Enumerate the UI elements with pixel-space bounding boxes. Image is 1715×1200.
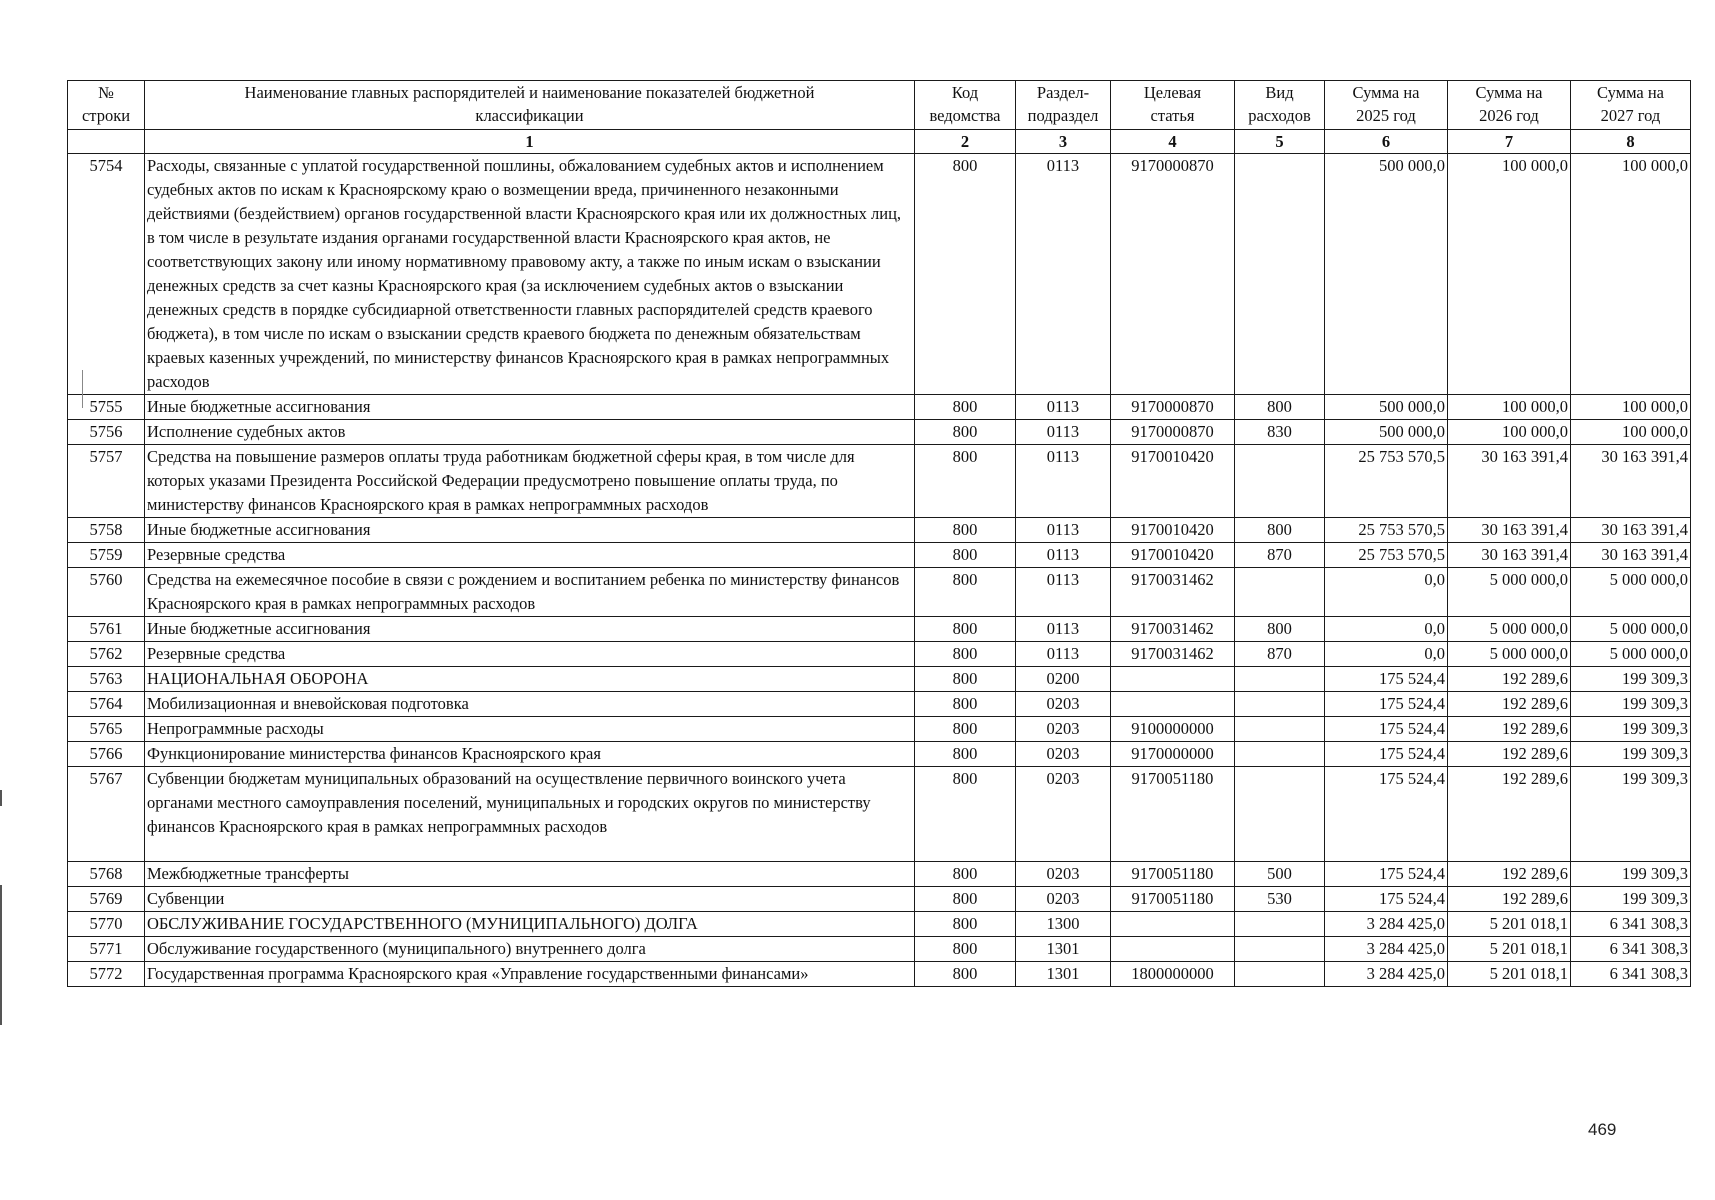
- scan-mark: [0, 885, 2, 1025]
- column-number: 2: [915, 130, 1016, 154]
- amount-2025: 175 524,4: [1325, 742, 1448, 767]
- column-header-line: подраздел: [1027, 106, 1099, 125]
- row-number: 5766: [68, 742, 145, 767]
- amount-2026: 192 289,6: [1448, 692, 1571, 717]
- target-article: [1111, 912, 1235, 937]
- row-number: 5769: [68, 887, 145, 912]
- column-header-line: 2026 год: [1479, 106, 1539, 125]
- row-number: 5756: [68, 420, 145, 445]
- department-code: 800: [915, 742, 1016, 767]
- expense-type: 800: [1235, 518, 1325, 543]
- section-code: 0113: [1016, 445, 1111, 518]
- department-code: 800: [915, 395, 1016, 420]
- amount-2025: 0,0: [1325, 617, 1448, 642]
- target-article: 9170031462: [1111, 642, 1235, 667]
- row-number: 5764: [68, 692, 145, 717]
- row-number: 5772: [68, 962, 145, 987]
- expense-type: 500: [1235, 862, 1325, 887]
- target-article: 9170051180: [1111, 887, 1235, 912]
- table-row: [68, 617, 1691, 642]
- column-number: 3: [1016, 130, 1111, 154]
- row-name: Средства на повышение размеров оплаты труда работникам бюджетной сферы края, в том числе для которых указами Президента Российской Федерации предусмотрено повышение оплаты труда, по министерству финансов Красноярского края в рамках непрограммных расходов: [145, 445, 915, 518]
- row-number: 5770: [68, 912, 145, 937]
- row-name: Иные бюджетные ассигнования: [145, 617, 915, 642]
- column-header-line: Код: [951, 83, 979, 102]
- section-code: 0113: [1016, 543, 1111, 568]
- column-header-line: Наименование главных распорядителей и наименование показателей бюджетной: [244, 83, 815, 102]
- expense-type: [1235, 154, 1325, 395]
- row-name: Средства на ежемесячное пособие в связи с рождением и воспитанием ребенка по министерству финансов Красноярского края в рамках непрограммных расходов: [145, 568, 915, 617]
- section-code: 1301: [1016, 937, 1111, 962]
- row-number: 5765: [68, 717, 145, 742]
- column-header-line: №: [98, 83, 114, 102]
- target-article: 9170000000: [1111, 742, 1235, 767]
- column-number: 8: [1571, 130, 1691, 154]
- row-name: Резервные средства: [145, 543, 915, 568]
- amount-2027: 30 163 391,4: [1571, 445, 1691, 518]
- column-header: [1325, 81, 1448, 130]
- amount-2027: 100 000,0: [1571, 154, 1691, 395]
- section-code: 0113: [1016, 518, 1111, 543]
- amount-2025: 25 753 570,5: [1325, 543, 1448, 568]
- table-row: [68, 862, 1691, 887]
- row-number: 5760: [68, 568, 145, 617]
- column-header-line: Сумма на: [1352, 83, 1420, 102]
- column-header-line: статья: [1150, 106, 1195, 125]
- expense-type: [1235, 445, 1325, 518]
- section-code: 1301: [1016, 962, 1111, 987]
- row-number: 5754: [68, 154, 145, 395]
- target-article: 9170010420: [1111, 543, 1235, 568]
- section-code: 0113: [1016, 154, 1111, 395]
- expense-type: 800: [1235, 395, 1325, 420]
- row-name: Непрограммные расходы: [145, 717, 915, 742]
- row-name: Субвенции бюджетам муниципальных образований на осуществление первичного воинского учета органами местного самоуправления поселений, муниципальных и городских округов по министерству финансов Красноярского края в рамках непрограммных расходов: [145, 767, 915, 862]
- expense-type: 870: [1235, 543, 1325, 568]
- department-code: 800: [915, 962, 1016, 987]
- row-name: Мобилизационная и вневойсковая подготовка: [145, 692, 915, 717]
- target-article: 9170051180: [1111, 767, 1235, 862]
- column-number: 6: [1325, 130, 1448, 154]
- expense-type: 870: [1235, 642, 1325, 667]
- column-header-line: Целевая: [1143, 83, 1202, 102]
- section-code: 0200: [1016, 667, 1111, 692]
- expense-type: 530: [1235, 887, 1325, 912]
- amount-2025: 175 524,4: [1325, 767, 1448, 862]
- row-number: 5763: [68, 667, 145, 692]
- table-row: [68, 518, 1691, 543]
- budget-table: [67, 80, 1691, 987]
- column-header-line: 2025 год: [1356, 106, 1416, 125]
- target-article: 9170000870: [1111, 420, 1235, 445]
- row-name: ОБСЛУЖИВАНИЕ ГОСУДАРСТВЕННОГО (МУНИЦИПАЛЬНОГО) ДОЛГА: [145, 912, 915, 937]
- section-code: 0203: [1016, 767, 1111, 862]
- row-name: НАЦИОНАЛЬНАЯ ОБОРОНА: [145, 667, 915, 692]
- expense-type: 830: [1235, 420, 1325, 445]
- table-row: [68, 887, 1691, 912]
- amount-2025: 175 524,4: [1325, 887, 1448, 912]
- target-article: 9170051180: [1111, 862, 1235, 887]
- row-name: Резервные средства: [145, 642, 915, 667]
- table-row: [68, 962, 1691, 987]
- amount-2027: 199 309,3: [1571, 667, 1691, 692]
- table-row: [68, 717, 1691, 742]
- section-code: 1300: [1016, 912, 1111, 937]
- target-article: [1111, 937, 1235, 962]
- amount-2027: 30 163 391,4: [1571, 543, 1691, 568]
- row-number: 5758: [68, 518, 145, 543]
- amount-2027: 199 309,3: [1571, 692, 1691, 717]
- amount-2027: 5 000 000,0: [1571, 568, 1691, 617]
- amount-2026: 5 201 018,1: [1448, 962, 1571, 987]
- amount-2026: 5 000 000,0: [1448, 617, 1571, 642]
- table-row: [68, 642, 1691, 667]
- table-row: [68, 568, 1691, 617]
- row-number: 5757: [68, 445, 145, 518]
- scan-mark: [82, 370, 83, 408]
- amount-2025: 175 524,4: [1325, 667, 1448, 692]
- amount-2025: 0,0: [1325, 568, 1448, 617]
- section-code: 0203: [1016, 692, 1111, 717]
- expense-type: [1235, 692, 1325, 717]
- column-header-line: Раздел-: [1036, 83, 1090, 102]
- table-row: [68, 667, 1691, 692]
- amount-2025: 500 000,0: [1325, 395, 1448, 420]
- expense-type: [1235, 568, 1325, 617]
- target-article: 9170010420: [1111, 518, 1235, 543]
- amount-2026: 5 000 000,0: [1448, 568, 1571, 617]
- table-row: [68, 742, 1691, 767]
- column-number-row: [68, 130, 1691, 154]
- target-article: [1111, 667, 1235, 692]
- expense-type: [1235, 937, 1325, 962]
- target-article: 9100000000: [1111, 717, 1235, 742]
- table-row: [68, 395, 1691, 420]
- amount-2027: 199 309,3: [1571, 887, 1691, 912]
- column-number: 7: [1448, 130, 1571, 154]
- amount-2026: 192 289,6: [1448, 717, 1571, 742]
- column-header: [145, 81, 915, 130]
- row-number: 5771: [68, 937, 145, 962]
- amount-2027: 5 000 000,0: [1571, 617, 1691, 642]
- section-code: 0113: [1016, 420, 1111, 445]
- target-article: 1800000000: [1111, 962, 1235, 987]
- amount-2026: 100 000,0: [1448, 154, 1571, 395]
- department-code: 800: [915, 154, 1016, 395]
- amount-2027: 5 000 000,0: [1571, 642, 1691, 667]
- section-code: 0203: [1016, 862, 1111, 887]
- column-number: 1: [145, 130, 915, 154]
- amount-2027: 6 341 308,3: [1571, 937, 1691, 962]
- amount-2026: 100 000,0: [1448, 420, 1571, 445]
- amount-2025: 0,0: [1325, 642, 1448, 667]
- column-number: 4: [1111, 130, 1235, 154]
- row-number: 5768: [68, 862, 145, 887]
- row-number: 5755: [68, 395, 145, 420]
- column-header-line: расходов: [1248, 106, 1311, 125]
- column-header: [68, 81, 145, 130]
- target-article: 9170010420: [1111, 445, 1235, 518]
- table-row: [68, 767, 1691, 862]
- row-name: Иные бюджетные ассигнования: [145, 518, 915, 543]
- table-row: [68, 420, 1691, 445]
- row-number: 5761: [68, 617, 145, 642]
- expense-type: [1235, 742, 1325, 767]
- amount-2025: 500 000,0: [1325, 420, 1448, 445]
- expense-type: 800: [1235, 617, 1325, 642]
- row-name: Расходы, связанные с уплатой государственной пошлины, обжалованием судебных актов и исполнением судебных актов по искам к Красноярскому краю о возмещении вреда, причиненного незаконными действиями (бездействием) органов государственной власти Красноярского края или их должностных лиц, в том числе в результате издания органами государственной власти Красноярского края актов, не соответствующих закону или иному нормативному правовому акту, а также по иным искам о взыскании денежных средств за счет казны Красноярского края (за исключением судебных актов о взыскании денежных средств в порядке субсидиарной ответственности главных распорядителей средств краевого бюджета), в том числе по искам о взыскании средств краевого бюджета по денежным обязательствам краевых казенных учреждений, по министерству финансов Красноярского края в рамках непрограммных расходов: [145, 154, 915, 395]
- section-code: 0113: [1016, 568, 1111, 617]
- section-code: 0113: [1016, 642, 1111, 667]
- amount-2027: 100 000,0: [1571, 420, 1691, 445]
- row-name: Функционирование министерства финансов Красноярского края: [145, 742, 915, 767]
- expense-type: [1235, 962, 1325, 987]
- row-name: Субвенции: [145, 887, 915, 912]
- column-header: [1111, 81, 1235, 130]
- page-number: 469: [1588, 1120, 1617, 1139]
- department-code: 800: [915, 887, 1016, 912]
- amount-2027: 199 309,3: [1571, 742, 1691, 767]
- amount-2025: 3 284 425,0: [1325, 937, 1448, 962]
- column-header: [1016, 81, 1111, 130]
- column-number: [68, 130, 145, 154]
- department-code: 800: [915, 717, 1016, 742]
- department-code: 800: [915, 445, 1016, 518]
- row-number: 5767: [68, 767, 145, 862]
- amount-2027: 199 309,3: [1571, 862, 1691, 887]
- column-header: [1448, 81, 1571, 130]
- department-code: 800: [915, 617, 1016, 642]
- amount-2027: 30 163 391,4: [1571, 518, 1691, 543]
- amount-2026: 30 163 391,4: [1448, 518, 1571, 543]
- target-article: 9170031462: [1111, 617, 1235, 642]
- department-code: 800: [915, 912, 1016, 937]
- row-name: Исполнение судебных актов: [145, 420, 915, 445]
- amount-2025: 175 524,4: [1325, 862, 1448, 887]
- amount-2026: 5 201 018,1: [1448, 937, 1571, 962]
- section-code: 0113: [1016, 617, 1111, 642]
- column-header-line: 2027 год: [1600, 106, 1661, 125]
- section-code: 0113: [1016, 395, 1111, 420]
- target-article: 9170000870: [1111, 154, 1235, 395]
- expense-type: [1235, 717, 1325, 742]
- department-code: 800: [915, 937, 1016, 962]
- table-body: [68, 154, 1691, 987]
- department-code: 800: [915, 667, 1016, 692]
- department-code: 800: [915, 642, 1016, 667]
- department-code: 800: [915, 420, 1016, 445]
- amount-2027: 199 309,3: [1571, 717, 1691, 742]
- department-code: 800: [915, 568, 1016, 617]
- column-header-line: ведомства: [929, 106, 1001, 125]
- section-code: 0203: [1016, 742, 1111, 767]
- amount-2025: 175 524,4: [1325, 717, 1448, 742]
- expense-type: [1235, 912, 1325, 937]
- amount-2025: 3 284 425,0: [1325, 962, 1448, 987]
- row-name: Иные бюджетные ассигнования: [145, 395, 915, 420]
- column-header: [1235, 81, 1325, 130]
- amount-2026: 30 163 391,4: [1448, 543, 1571, 568]
- amount-2027: 6 341 308,3: [1571, 962, 1691, 987]
- amount-2026: 192 289,6: [1448, 742, 1571, 767]
- department-code: 800: [915, 543, 1016, 568]
- amount-2026: 5 000 000,0: [1448, 642, 1571, 667]
- target-article: 9170031462: [1111, 568, 1235, 617]
- department-code: 800: [915, 862, 1016, 887]
- expense-type: [1235, 767, 1325, 862]
- amount-2027: 199 309,3: [1571, 767, 1691, 862]
- column-header-line: строки: [81, 106, 131, 125]
- amount-2025: 3 284 425,0: [1325, 912, 1448, 937]
- table-row: [68, 912, 1691, 937]
- department-code: 800: [915, 692, 1016, 717]
- table-row: [68, 154, 1691, 395]
- target-article: [1111, 692, 1235, 717]
- amount-2027: 100 000,0: [1571, 395, 1691, 420]
- amount-2025: 500 000,0: [1325, 154, 1448, 395]
- amount-2027: 6 341 308,3: [1571, 912, 1691, 937]
- amount-2026: 5 201 018,1: [1448, 912, 1571, 937]
- column-header-line: Вид: [1265, 83, 1294, 102]
- column-header: [1571, 81, 1691, 130]
- section-code: 0203: [1016, 887, 1111, 912]
- amount-2026: 192 289,6: [1448, 767, 1571, 862]
- row-number: 5762: [68, 642, 145, 667]
- amount-2025: 25 753 570,5: [1325, 518, 1448, 543]
- amount-2025: 175 524,4: [1325, 692, 1448, 717]
- row-name: Государственная программа Красноярского края «Управление государственными финансами»: [145, 962, 915, 987]
- table-row: [68, 937, 1691, 962]
- target-article: 9170000870: [1111, 395, 1235, 420]
- amount-2026: 192 289,6: [1448, 667, 1571, 692]
- table-row: [68, 543, 1691, 568]
- department-code: 800: [915, 518, 1016, 543]
- header-row: [68, 81, 1691, 130]
- amount-2026: 192 289,6: [1448, 862, 1571, 887]
- scan-mark: [0, 790, 2, 806]
- row-number: 5759: [68, 543, 145, 568]
- column-header-line: Сумма на: [1475, 83, 1543, 102]
- amount-2026: 100 000,0: [1448, 395, 1571, 420]
- table-row: [68, 692, 1691, 717]
- row-name: Обслуживание государственного (муниципального) внутреннего долга: [145, 937, 915, 962]
- amount-2025: 25 753 570,5: [1325, 445, 1448, 518]
- expense-type: [1235, 667, 1325, 692]
- department-code: 800: [915, 767, 1016, 862]
- row-name: Межбюджетные трансферты: [145, 862, 915, 887]
- table-row: [68, 445, 1691, 518]
- amount-2026: 192 289,6: [1448, 887, 1571, 912]
- section-code: 0203: [1016, 717, 1111, 742]
- amount-2026: 30 163 391,4: [1448, 445, 1571, 518]
- column-header: [915, 81, 1016, 130]
- column-header-line: Сумма на: [1597, 83, 1664, 102]
- column-header-line: классификации: [475, 106, 584, 125]
- column-number: 5: [1235, 130, 1325, 154]
